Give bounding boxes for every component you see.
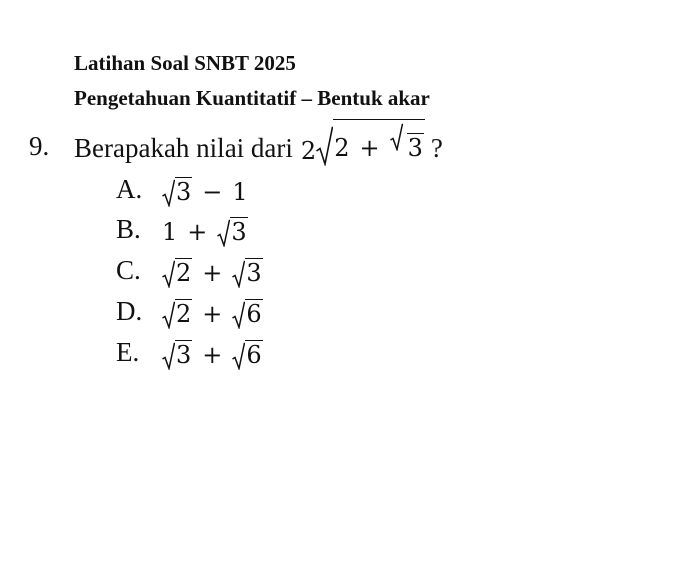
- operator: −: [202, 178, 223, 206]
- root-value: 3: [231, 218, 247, 246]
- option-expression: [162, 217, 248, 247]
- option-b[interactable]: [116, 213, 248, 247]
- radical-sign-icon: [162, 342, 175, 370]
- inner-operator: +: [359, 134, 380, 162]
- option-e[interactable]: [116, 336, 263, 370]
- option-a[interactable]: [116, 173, 248, 207]
- question-number: 9.: [29, 131, 50, 161]
- option-letter: D.: [116, 296, 143, 326]
- root-value: 3: [246, 259, 262, 287]
- expression-coefficient: 2: [300, 137, 317, 165]
- operator: +: [202, 300, 223, 328]
- operator: +: [187, 218, 208, 246]
- worksheet-subtitle: Pengetahuan Kuantitatif – Bentuk akar: [74, 86, 430, 110]
- option-expression: [162, 177, 248, 207]
- root-value: 6: [246, 341, 262, 369]
- root-value: 3: [176, 178, 192, 206]
- worksheet-title: Latihan Soal SNBT 2025: [74, 51, 296, 75]
- radical-sign-icon: [390, 123, 407, 163]
- inner-root-value: 3: [407, 134, 423, 162]
- root-value: 6: [246, 300, 262, 328]
- radical-sign-icon: [232, 260, 245, 288]
- inner-radical: [390, 123, 424, 163]
- option-expression: [162, 299, 263, 329]
- option-c[interactable]: [116, 254, 263, 288]
- question-line: [74, 122, 443, 166]
- option-letter: C.: [116, 255, 141, 285]
- option-d[interactable]: [116, 295, 263, 329]
- question-mark: ?: [430, 133, 443, 163]
- option-expression: [162, 340, 263, 370]
- radical-sign-icon: [162, 260, 175, 288]
- option-letter: B.: [116, 214, 141, 244]
- term-value: 1: [162, 218, 178, 246]
- option-letter: A.: [116, 174, 143, 204]
- radical-sign-icon: [162, 301, 175, 329]
- radical-sign-icon: [316, 126, 333, 166]
- option-letter: E.: [116, 337, 140, 367]
- question-text: Berapakah nilai dari: [74, 133, 293, 163]
- radical-sign-icon: [217, 219, 230, 247]
- radical-sign-icon: [162, 179, 175, 207]
- root-value: 2: [176, 300, 192, 328]
- term-value: 1: [232, 178, 248, 206]
- radical-sign-icon: [232, 301, 245, 329]
- outer-radical: [316, 119, 425, 166]
- root-value: 3: [176, 341, 192, 369]
- inner-number: 2: [334, 134, 350, 162]
- operator: +: [202, 259, 223, 287]
- question-expression: [301, 119, 425, 166]
- operator: +: [202, 341, 223, 369]
- option-expression: [162, 258, 263, 288]
- root-value: 2: [176, 259, 192, 287]
- radical-sign-icon: [232, 342, 245, 370]
